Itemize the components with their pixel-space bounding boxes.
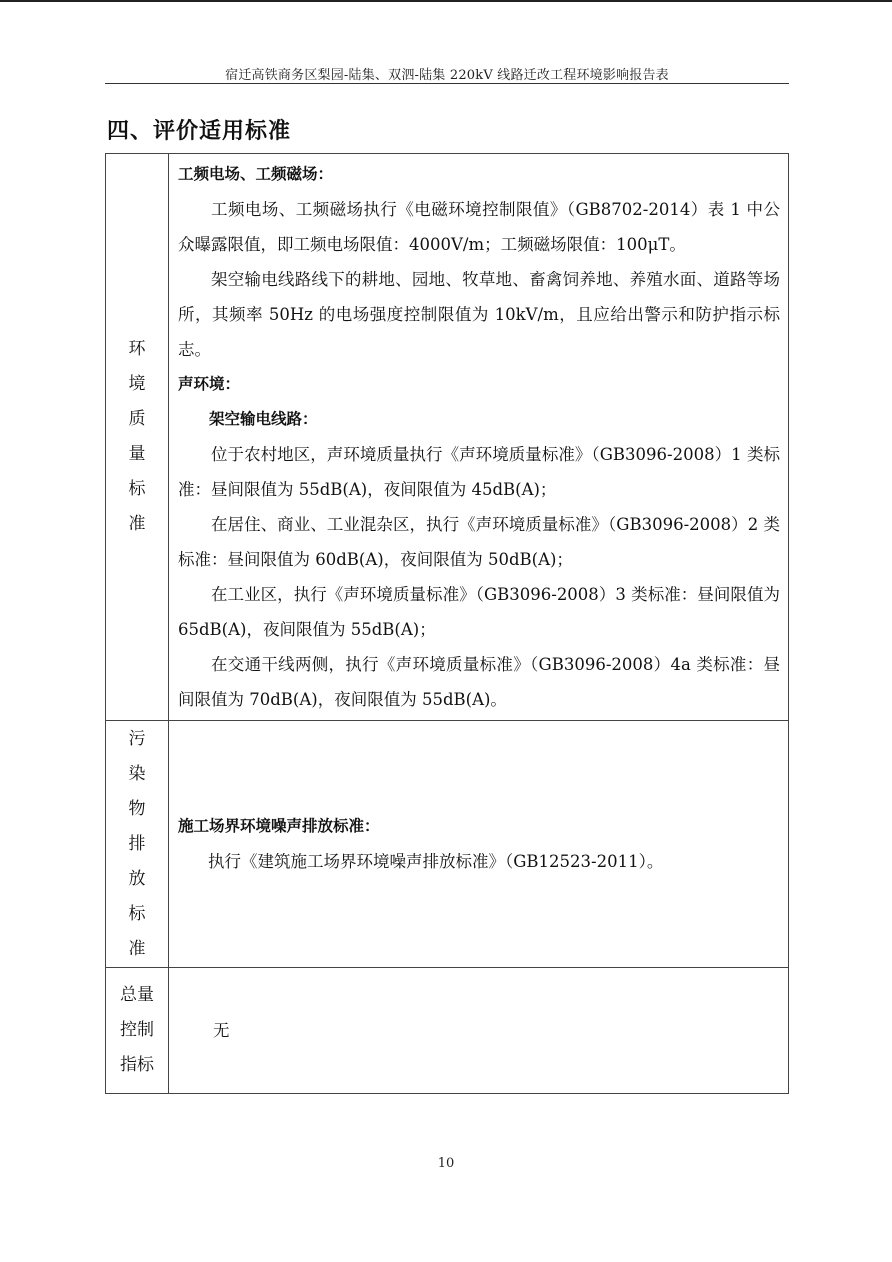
- header-divider: [105, 83, 789, 84]
- label-char: 染: [128, 763, 146, 784]
- total-control-content: [169, 968, 789, 1094]
- emf-paragraph-2: 架空输电线路线下的耕地、园地、牧草地、畜禽饲养地、养殖水面、道路等场所，其频率 50Hz 的电场强度控制限值为 10kV/m，且应给出警示和防护指示标志。: [178, 270, 780, 359]
- top-border-rule: [0, 0, 892, 2]
- label-char: 准: [128, 938, 146, 959]
- quality-standard-content: [169, 154, 789, 721]
- label-line: 总量: [120, 985, 154, 1005]
- noise-paragraph-4: 在交通干线两侧，执行《声环境质量标准》（GB3096-2008）4a 类标准：昼间限值为 70dB(A)，夜间限值为 55dB(A)。: [178, 655, 780, 709]
- overhead-line-heading: 架空输电线路：: [209, 410, 318, 428]
- emf-heading: 工频电场、工频磁场：: [178, 165, 334, 183]
- label-char: 准: [128, 514, 146, 534]
- emission-standard-label: [106, 721, 169, 968]
- standards-table: [105, 153, 789, 1094]
- label-char: 污: [128, 728, 146, 749]
- label-char: 量: [128, 444, 146, 464]
- label-char: 物: [128, 798, 146, 819]
- page-number: 10: [437, 1156, 455, 1171]
- construction-noise-heading: 施工场界环境噪声排放标准：: [178, 817, 380, 835]
- section-title: 四、评价适用标准: [107, 119, 292, 144]
- quality-standard-row: [106, 154, 789, 721]
- label-char: 排: [128, 833, 146, 854]
- label-char: 放: [128, 868, 146, 889]
- label-char: 境: [128, 374, 146, 394]
- noise-heading: 声环境：: [178, 375, 241, 393]
- emf-paragraph-1: 工频电场、工频磁场执行《电磁环境控制限值》（GB8702-2014）表 1 中公众曝露限值，即工频电场限值：4000V/m；工频磁场限值：100μT。: [178, 200, 780, 254]
- label-line: 控制: [120, 1020, 154, 1040]
- quality-standard-label: [106, 154, 169, 721]
- construction-noise-text: 执行《建筑施工场界环境噪声排放标准》（GB12523-2011）。: [208, 852, 664, 871]
- emission-standard-content: [169, 721, 789, 968]
- running-header: 宿迁高铁商务区梨园-陆集、双泗-陆集 220kV 线路迁改工程环境影响报告表: [225, 68, 669, 83]
- label-char: 环: [128, 339, 146, 359]
- label-line: 指标: [120, 1055, 154, 1075]
- total-control-text: 无: [213, 1021, 230, 1040]
- emission-standard-row: [106, 721, 789, 968]
- total-control-row: [106, 968, 789, 1094]
- total-control-label: [106, 968, 169, 1094]
- noise-paragraph-2: 在居住、商业、工业混杂区，执行《声环境质量标准》（GB3096-2008）2 类标准：昼间限值为 60dB(A)，夜间限值为 50dB(A)；: [178, 515, 780, 569]
- label-char: 质: [128, 409, 146, 429]
- noise-paragraph-1: 位于农村地区，声环境质量执行《声环境质量标准》（GB3096-2008）1 类标准：昼间限值为 55dB(A)，夜间限值为 45dB(A)；: [178, 445, 780, 499]
- label-char: 标: [128, 479, 146, 499]
- label-char: 标: [128, 903, 146, 924]
- noise-paragraph-3: 在工业区，执行《声环境质量标准》（GB3096-2008）3 类标准：昼间限值为 65dB(A)，夜间限值为 55dB(A)；: [178, 585, 780, 639]
